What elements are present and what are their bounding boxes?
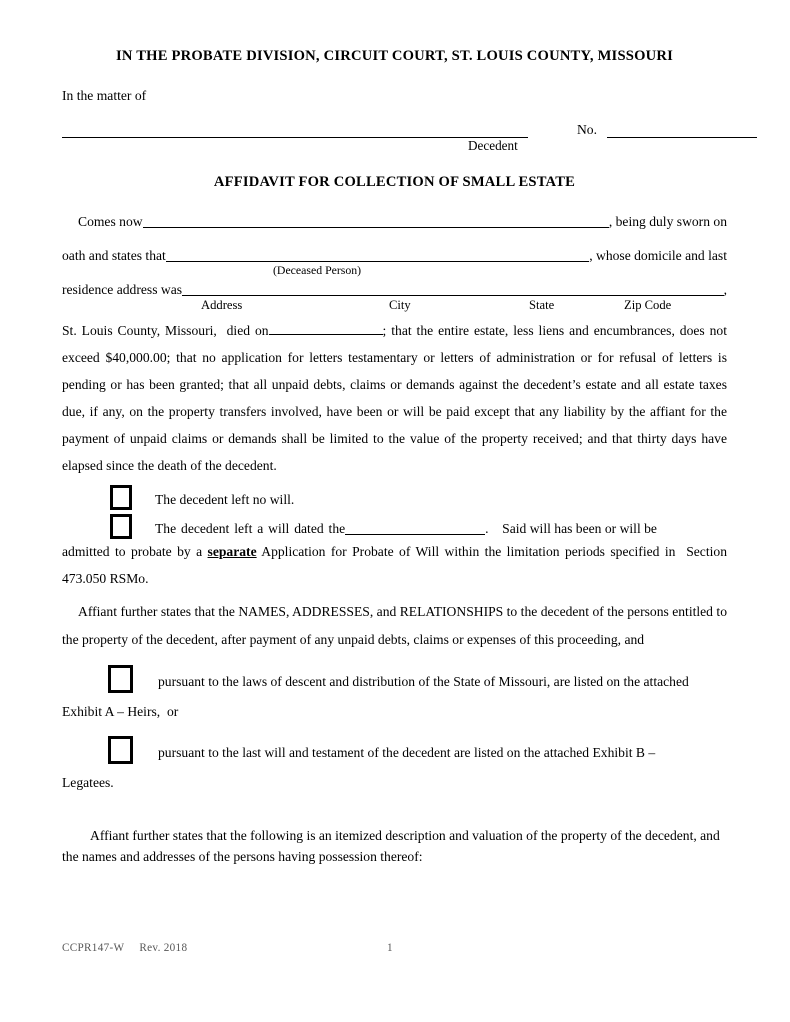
legatees-line: Legatees. <box>62 775 114 790</box>
decedent-name-blank[interactable] <box>62 120 528 138</box>
descent-option-row <box>62 661 727 690</box>
deceased-person-caption: (Deceased Person) <box>273 263 362 277</box>
duly-sworn-label: , being duly sworn on <box>608 214 727 229</box>
descent-label: pursuant to the laws of descent and distribution of the State of Missouri, are listed on the attached <box>158 674 689 689</box>
deceased-person-blank[interactable] <box>166 246 589 262</box>
will-dated-checkbox[interactable] <box>110 514 132 539</box>
court-header: IN THE PROBATE DIVISION, CIRCUIT COURT, ST. LOUIS COUNTY, MISSOURI <box>116 48 673 64</box>
will-dated-label: The decedent left a will dated the <box>155 521 346 536</box>
revision-label: Rev. 2018 <box>139 942 188 954</box>
died-on-label: St. Louis County, Missouri, died on <box>62 323 269 338</box>
address-caption-row <box>62 298 727 314</box>
zip-code-caption: Zip Code <box>624 298 672 312</box>
no-will-option-row <box>62 482 727 508</box>
page-number: 1 <box>387 942 393 954</box>
residence-row <box>62 277 727 298</box>
estate-paragraph <box>62 317 727 479</box>
domicile-label: , whose domicile and last <box>589 248 727 263</box>
case-caption-row <box>62 110 757 138</box>
address-caption: Address <box>201 298 243 312</box>
will-continuation-paragraph <box>62 538 727 592</box>
legatees-option-row <box>62 732 727 761</box>
case-number-label: No. <box>576 122 597 137</box>
no-will-label: The decedent left no will. <box>155 492 295 507</box>
separate-emphasis: separate <box>207 544 257 559</box>
admitted-probate-text: admitted to probate by a <box>62 544 208 559</box>
heirs-paragraph: Affiant further states that the NAMES, ADDRESSES, and RELATIONSHIPS to the decedent of the persons entitled to the property of the decedent, after payment of any unpaid debts, claims or expenses of this proceeding, and <box>62 604 727 647</box>
descent-checkbox[interactable] <box>108 665 133 693</box>
oath-row <box>62 242 727 264</box>
city-caption: City <box>389 298 411 312</box>
oath-states-label: oath and states that <box>62 248 166 263</box>
property-paragraph: Affiant further states that the following is an itemized description and valuation of the property of the decedent, and the names and addresses of the persons having possession thereof: <box>62 828 720 864</box>
comes-now-row <box>62 208 727 230</box>
affiant-name-blank[interactable] <box>143 212 609 228</box>
will-dated-option-row <box>62 510 727 537</box>
page-footer <box>62 942 728 954</box>
case-number-blank[interactable] <box>607 120 757 138</box>
legatees-checkbox[interactable] <box>108 736 133 764</box>
decedent-caption: Decedent <box>468 138 518 153</box>
residence-address-blank[interactable] <box>182 280 724 296</box>
residence-comma: , <box>723 282 727 297</box>
estate-statement-text: ; that the entire estate, less liens and encumbrances, does not exceed $40,000.00; that no application for letters testamentary or letters of administration or for refusal of letters is pending or has been granted; that all unpaid debts, claims or demands against the decedent’s estate and all estate taxes due, if any, on the property transfers involved, have been or will be paid except that any liability by the affiant for the payment of unpaid claims or demands shall be limited to the value of the property received; and that thirty days have elapsed since the death of the decedent. <box>62 323 727 473</box>
document-title: AFFIDAVIT FOR COLLECTION OF SMALL ESTATE <box>213 174 576 190</box>
probate-limitation-text: Application for Probate of Will within the limitation periods specified in Section 473.050 RSMo. <box>62 544 727 586</box>
said-will-label: . Said will has been or will be <box>485 521 657 536</box>
no-will-checkbox[interactable] <box>110 485 132 510</box>
will-date-blank[interactable] <box>345 519 485 535</box>
legatees-label: pursuant to the last will and testament of the decedent are listed on the attached Exhibit B – <box>158 745 656 760</box>
state-caption: State <box>529 298 555 312</box>
residence-address-label: residence address was <box>62 282 183 297</box>
matter-label: In the matter of <box>62 88 147 103</box>
form-number: CCPR147-W <box>62 942 125 954</box>
exhibit-a-line: Exhibit A – Heirs, or <box>62 704 179 719</box>
death-date-blank[interactable] <box>269 322 383 335</box>
comes-now-label: Comes now <box>78 214 143 229</box>
